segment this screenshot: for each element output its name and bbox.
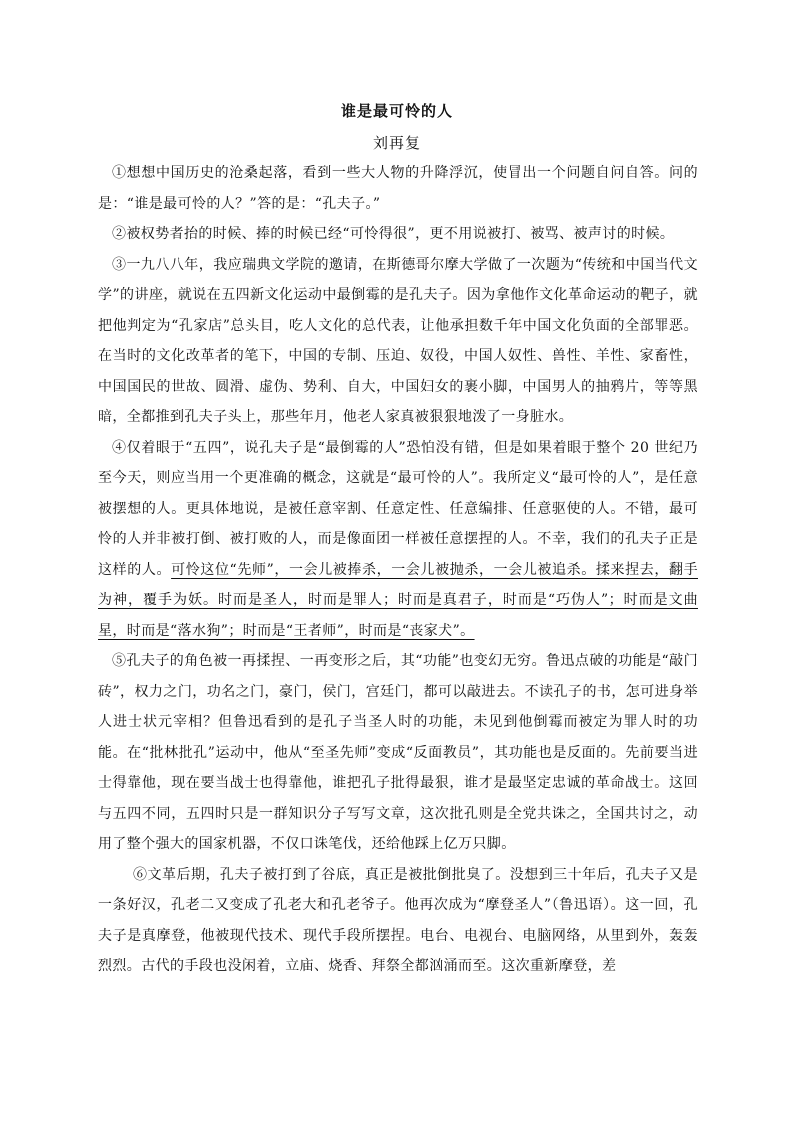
paragraph-4-text: ④仅着眼于“五四”，说孔夫子是“最倒霉的人”恐怕没有错，但是如果着眼于整个 20 世纪乃至今天，则应当用一个更准确的概念，这就是“最可怜的人”。我所定义“最可怜的人”，是任意被摆想的人。更具体地说，是被任意宰割、任意定性、任意编排、任意驱使的人。不错，最可怜的人并非被打倒、被打败的人，而是像面团一样被任意摆捏的人。不幸，我们的孔夫子正是这样的人。 — [98, 439, 698, 578]
paragraph-6: ⑥文革后期，孔夫子被打到了谷底，真正是被批倒批臭了。没想到三十年后，孔夫子又是一条好汉，孔老二又变成了孔老大和孔老爷子。他再次成为“摩登圣人”（鲁迅语）。这一回，孔夫子是真摩登，他被现代技术、现代手段所摆捏。电台、电视台、电脑网络，从里到外，轰轰烈烈。古代的手段也没闲着，立庙、烧香、拜祭全都汹涌而至。这次重新摩登，差 — [98, 866, 698, 974]
paragraph-1: ①想想中国历史的沧桑起落，看到一些大人物的升降浮沉，使冒出一个问题自问自答。问的是：“谁是最可怜的人？”答的是：“孔夫子。” — [98, 165, 698, 212]
paragraph-4 — [98, 433, 698, 647]
article-title: 谁是最可怜的人 — [340, 102, 453, 120]
article-author: 刘再复 — [372, 134, 421, 152]
paragraph-3: ③一九八八年，我应瑞典文学院的邀请，在斯德哥尔摩大学做了一次题为“传统和中国当代文学”的讲座，就说在五四新文化运动中最倒霉的是孔夫子。因为拿他作文化革命运动的靶子，就把他判定为“孔家店”总头目，吃人文化的总代表，让他承担数千年中国文化负面的全部罪恶。在当时的文化改革者的笔下，中国的专制、压迫、奴役，中国人奴性、兽性、羊性、家畜性，中国国民的世故、圆滑、虚伪、势利、自大，中国妇女的裹小脚，中国男人的抽鸦片，等等黑暗，全都推到孔夫子头上，那些年月，他老人家真被狠狠地泼了一身脏水。 — [98, 256, 698, 425]
paragraph-4-underlined-text: 可怜这位“先师”，一会儿被捧杀，一会儿被抛杀，一会儿被追杀。揉来捏去，翻手为神，覆手为妖。时而是圣人，时而是罪人；时而是真君子，时而是“巧伪人”；时而是文曲星，时而是“落水狗”；时而是“王者师”，时而是“丧家犬”。 — [98, 561, 698, 639]
paragraph-2: ②被权势者抬的时候、捧的时候已经“可怜得很”，更不用说被打、被骂、被声讨的时候。 — [112, 226, 675, 242]
article-body — [98, 158, 698, 982]
paragraph-5: ⑤孔夫子的角色被一再揉捏、一再变形之后，其“功能”也变幻无穷。鲁迅点破的功能是“敲门砖”，权力之门，功名之门，豪门，侯门，宫廷门，都可以敲进去。不读孔子的书，怎可进身举人进士状元宰相？但鲁迅看到的是孔子当圣人时的功能，未见到他倒霉而被定为罪人时的功能。在“批林批孔”运动中，他从“至圣先师”变成“反面教员”，其功能也是反面的。先前要当进士得靠他，现在要当战士也得靠他，谁把孔子批得最狠，谁才是最坚定忠诚的革命战士。这回与五四不同，五四时只是一群知识分子写写文章，这次批孔则是全党共诛之，全国共讨之，动用了整个强大的国家机器，不仅口诛笔伐，还给他踩上亿万只脚。 — [98, 653, 698, 852]
